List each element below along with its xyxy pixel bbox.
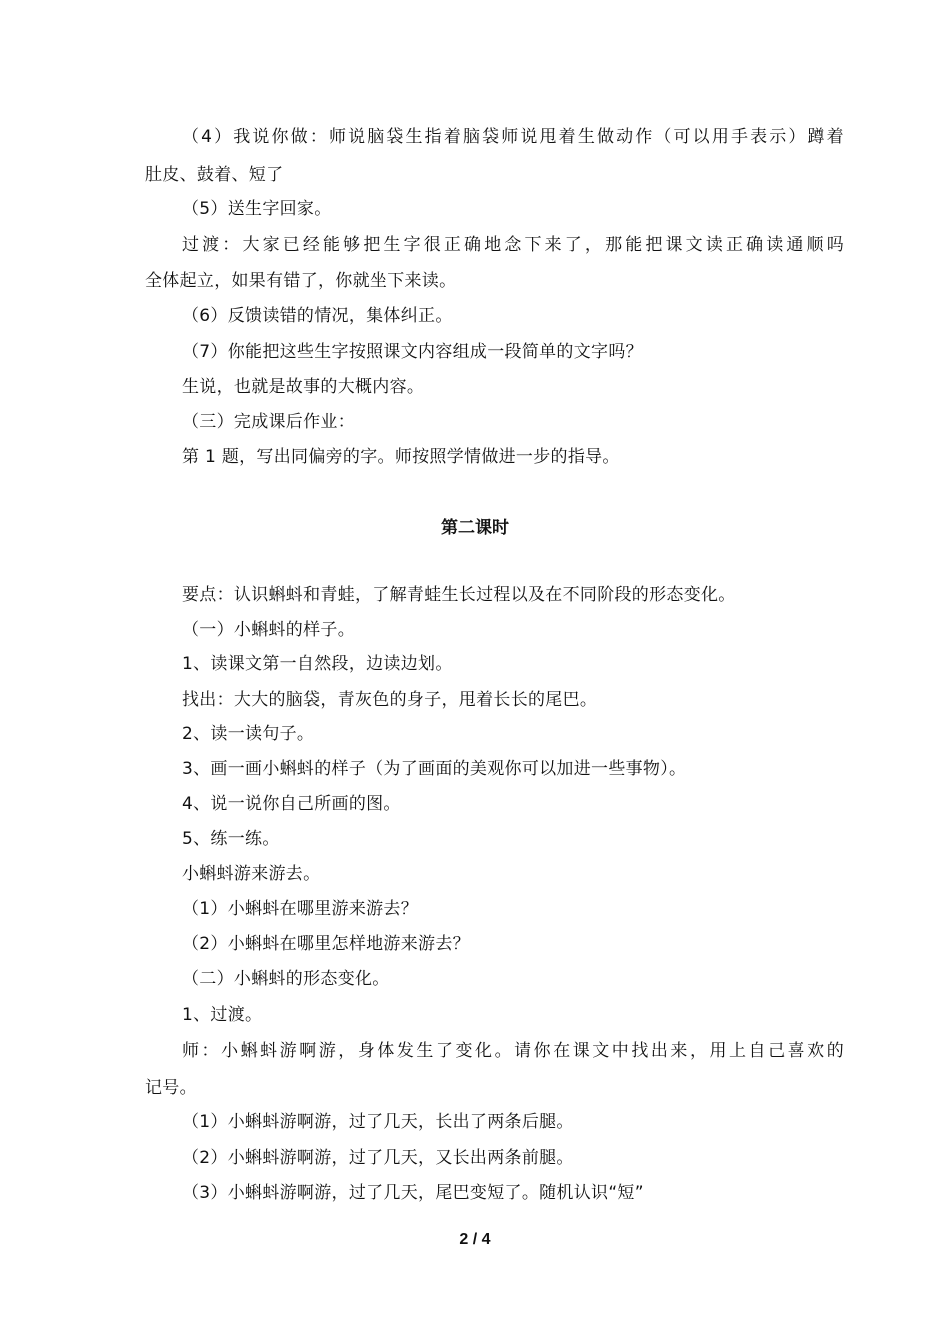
paragraph-line: （5）送生字回家。 (182, 199, 332, 219)
paragraph-line: （二）小蝌蚪的形态变化。 (182, 969, 390, 989)
paragraph-line: 师：小蝌蚪游啊游，身体发生了变化。请你在课文中找出来，用上自己喜欢的 (182, 1041, 844, 1061)
paragraph-line: （1）小蝌蚪游啊游，过了几天，长出了两条后腿。 (182, 1112, 574, 1132)
paragraph-line: （3）小蝌蚪游啊游，过了几天，尾巴变短了。随机认识“短” (182, 1183, 644, 1203)
paragraph-line: 2、读一读句子。 (182, 724, 315, 744)
paragraph-line: 生说，也就是故事的大概内容。 (182, 377, 425, 397)
paragraph-line: （6）反馈读错的情况，集体纠正。 (182, 306, 453, 326)
paragraph-line: （三）完成课后作业： (182, 412, 355, 432)
paragraph-line: 过渡：大家已经能够把生字很正确地念下来了，那能把课文读正确读通顺吗 (182, 235, 844, 255)
paragraph-line: 4、说一说你自己所画的图。 (182, 794, 401, 814)
paragraph-line: 记号。 (145, 1078, 197, 1098)
paragraph-line: （2）小蝌蚪在哪里怎样地游来游去？ (182, 934, 470, 954)
paragraph-line: 要点：认识蝌蚪和青蛙，了解青蛙生长过程以及在不同阶段的形态变化。 (182, 585, 736, 605)
paragraph-line: （7）你能把这些生字按照课文内容组成一段简单的文字吗？ (182, 342, 643, 362)
page-number: 2 / 4 (459, 1231, 491, 1248)
paragraph-line: 找出：大大的脑袋，青灰色的身子，甩着长长的尾巴。 (182, 690, 598, 710)
paragraph-line: （2）小蝌蚪游啊游，过了几天，又长出两条前腿。 (182, 1148, 574, 1168)
paragraph-line: 1、过渡。 (182, 1005, 263, 1025)
paragraph-line: 1、读课文第一自然段，边读边划。 (182, 654, 453, 674)
paragraph-line: （4）我说你做：师说脑袋生指着脑袋师说甩着生做动作（可以用手表示）蹲着 (182, 127, 844, 147)
paragraph-line: 5、练一练。 (182, 829, 280, 849)
paragraph-line: 3、画一画小蝌蚪的样子（为了画面的美观你可以加进一些事物）。 (182, 759, 687, 779)
paragraph-line: 全体起立，如果有错了，你就坐下来读。 (145, 271, 457, 291)
paragraph-line: （一）小蝌蚪的样子。 (182, 620, 355, 640)
paragraph-line: （1）小蝌蚪在哪里游来游去？ (182, 899, 419, 919)
section-title: 第二课时 (441, 518, 509, 538)
paragraph-line: 肚皮、鼓着、短了 (145, 165, 284, 185)
paragraph-line: 第 1 题，写出同偏旁的字。师按照学情做进一步的指导。 (182, 447, 620, 467)
paragraph-line: 小蝌蚪游来游去。 (182, 864, 321, 884)
